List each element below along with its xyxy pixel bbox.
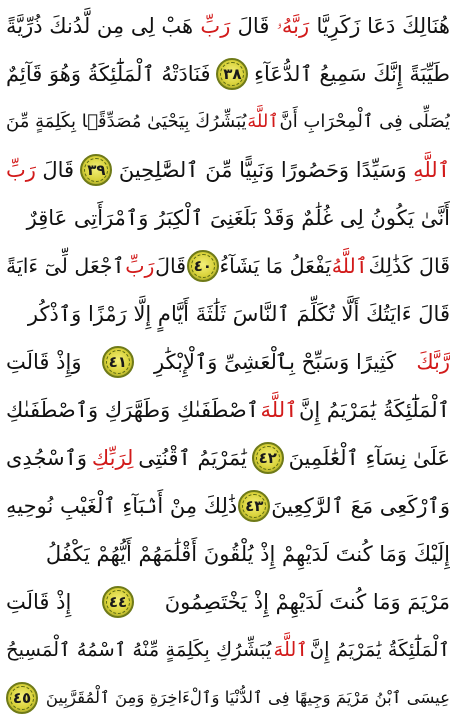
verse-number-marker — [252, 442, 284, 474]
verse-number: ٤٤ — [108, 593, 128, 611]
text-line — [6, 436, 450, 480]
divine-name-text: ٱللَّهَ — [273, 638, 308, 661]
verse-text: يُصَلِّى فِى ٱلْمِحْرَابِ أَنَّ — [279, 111, 450, 132]
verse-number: ٤٢ — [258, 449, 277, 467]
divine-name-text: رَبِّ — [6, 158, 36, 182]
text-line — [6, 628, 450, 672]
verse-text: مَرْيَمَ وَمَا كُنتَ لَدَيْهِمْ إِذْ يَخْتَصِمُونَ — [164, 590, 450, 614]
verse-text: وَسَيِّدًا وَحَصُورًا وَنَبِيًّا مِّنَ ٱلصَّٰلِحِينَ — [118, 158, 407, 182]
verse-number: ٤١ — [108, 353, 127, 371]
verse-text: قَالَ كَذَٰلِكَ — [368, 254, 450, 278]
verse-text: إِلَيْكَ وَمَا كُنتَ لَدَيْهِمْ إِذْ يُلْقُونَ أَقْلَٰمَهُمْ أَيُّهُمْ يَكْفُلُ — [45, 542, 450, 566]
verse-text: يُبَشِّرُكَ بِيَحْيَىٰ مُصَدِّقًۢا بِكَلِمَةٍ مِّنَ — [6, 111, 247, 132]
text-line — [6, 4, 450, 48]
verse-text: هَبْ لِى مِن لَّدُنكَ ذُرِّيَّةً — [6, 14, 194, 38]
divine-name-text: رَبِّ — [200, 14, 231, 38]
verse-text: إِذْ قَالَتِ — [6, 590, 72, 614]
text-line — [6, 100, 450, 144]
verse-lines — [6, 4, 450, 720]
divine-name-text: رَّبَّكَ — [416, 350, 450, 374]
divine-name-text: ٱللَّهُ — [331, 254, 368, 278]
verse-text: طَيِّبَةً إِنَّكَ سَمِيعُ ٱلدُّعَآءِ — [254, 62, 450, 86]
verse-number-marker — [6, 682, 38, 714]
verse-text: عَلَىٰ نِسَآءِ ٱلْعَٰلَمِينَ — [288, 446, 450, 470]
verse-number-marker — [216, 58, 248, 90]
verse-text: ٱصْطَفَىٰكِ وَطَهَّرَكِ وَٱصْطَفَىٰكِ — [6, 398, 259, 422]
verse-text: ٱلْمَلَٰٓئِكَةُ يَٰمَرْيَمُ إِنَّ — [299, 398, 450, 422]
verse-text: يُبَشِّرُكِ بِكَلِمَةٍ مِّنْهُ ٱسْمُهُ ٱلْمَسِيحُ — [6, 638, 272, 661]
verse-number: ٤٠ — [193, 257, 212, 275]
verse-text: قَالَ — [155, 254, 187, 278]
text-line — [6, 388, 450, 432]
verse-text: وَٱسْجُدِى — [6, 446, 88, 470]
verse-text: يَٰمَرْيَمُ ٱقْنُتِى — [138, 446, 247, 470]
divine-name-text: ٱللَّهَ — [247, 111, 279, 132]
verse-text: كَثِيرًا وَسَبِّحْ بِٱلْعَشِىِّ وَٱلْإِبْكَٰرِ — [153, 350, 397, 374]
divine-name-text: ٱللَّهَ — [260, 398, 298, 422]
verse-text: عِيسَى ٱبْنُ مَرْيَمَ وَجِيهًا فِى ٱلدُّنْيَا وَٱلْءَاخِرَةِ وَمِنَ ٱلْمُقَرَّبِينَ — [45, 688, 450, 707]
text-line — [6, 484, 450, 528]
text-line — [6, 196, 450, 240]
verse-text: قَالَ — [42, 158, 75, 182]
verse-text: أَنَّىٰ يَكُونُ لِى غُلَٰمٌ وَقَدْ بَلَغَنِىَ ٱلْكِبَرُ وَٱمْرَأَتِى عَاقِرٌ — [26, 206, 450, 230]
verse-text: وَإِذْ قَالَتِ — [6, 350, 82, 374]
verse-text: قَالَ ءَايَتُكَ أَلَّا تُكَلِّمَ ٱلنَّاسَ ثَلَٰثَةَ أَيَّامٍ إِلَّا رَمْزًا وَٱذْكُر — [27, 302, 450, 326]
text-line — [6, 52, 450, 96]
divine-name-text: لِرَبِّكِ — [91, 446, 134, 470]
text-line — [6, 292, 450, 336]
divine-name-text: رَبَّهُۥ — [276, 14, 310, 38]
verse-text: قَالَ — [237, 14, 270, 38]
verse-number: ٤٣ — [245, 497, 264, 515]
verse-text: فَنَادَتْهُ ٱلْمَلَٰٓئِكَةُ وَهُوَ قَآئِمٌ — [6, 62, 211, 86]
text-line — [6, 244, 450, 288]
text-line — [6, 340, 450, 384]
verse-text: هُنَالِكَ دَعَا زَكَرِيَّا — [316, 14, 450, 38]
verse-number: ٤٥ — [12, 689, 32, 707]
verse-text: وَٱرْكَعِى مَعَ ٱلرَّٰكِعِينَ — [271, 494, 450, 518]
text-line — [6, 532, 450, 576]
verse-number-marker — [238, 490, 270, 522]
verse-text: ذَٰلِكَ مِنْ أَنۢبَآءِ ٱلْغَيْبِ نُوحِيهِ — [6, 494, 238, 518]
verse-number-marker — [102, 586, 134, 618]
divine-name-text: رَبِّ — [125, 254, 155, 278]
verse-text: يَفْعَلُ مَا يَشَآءُ — [219, 254, 332, 278]
verse-number: ٣٩ — [87, 161, 106, 179]
verse-number: ٣٨ — [223, 65, 242, 83]
verse-text: ٱجْعَل لِّىٓ ءَايَةً — [6, 254, 125, 278]
verse-number-marker — [102, 346, 134, 378]
divine-name-text: ٱللَّهِ — [413, 158, 450, 182]
verse-number-marker — [187, 250, 219, 282]
text-line — [6, 148, 450, 192]
text-line — [6, 676, 450, 720]
verse-number-marker — [80, 154, 112, 186]
verse-text: ٱلْمَلَٰٓئِكَةُ يَٰمَرْيَمُ إِنَّ — [309, 638, 450, 661]
text-line — [6, 580, 450, 624]
